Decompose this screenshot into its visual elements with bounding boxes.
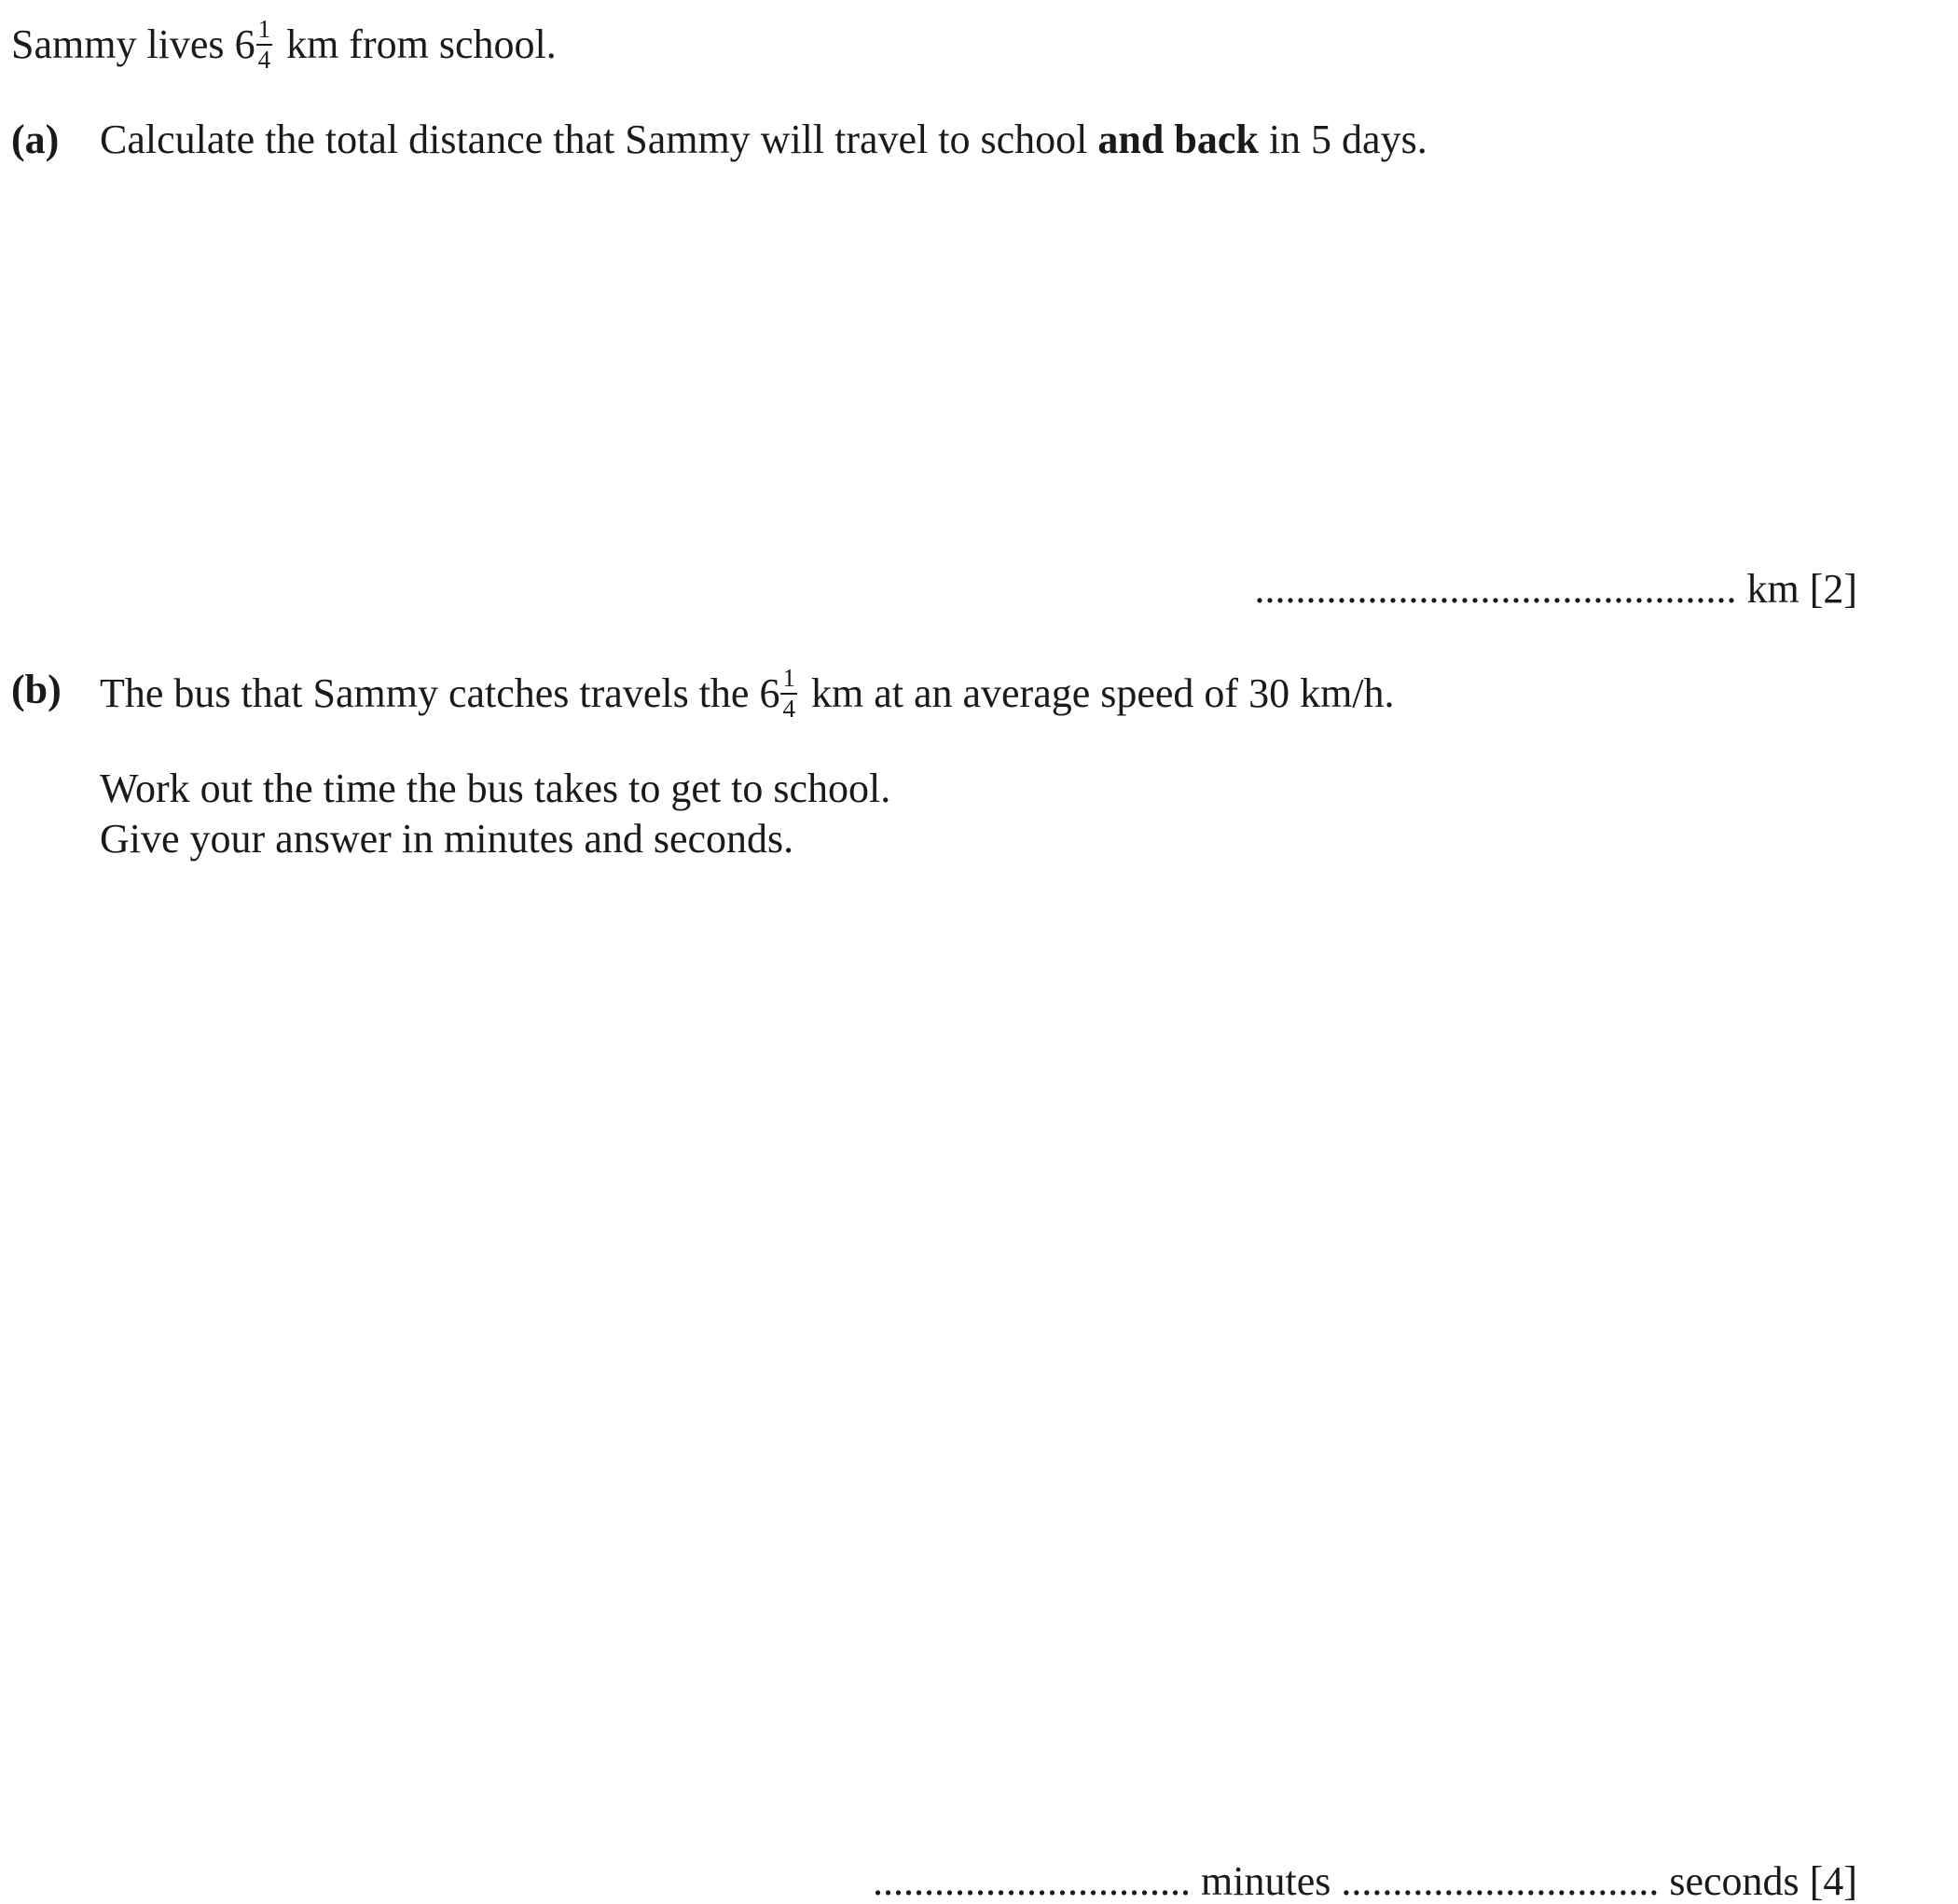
part-b-fraction: [780, 666, 797, 722]
part-a-label: (a): [11, 117, 60, 162]
part-b-seconds-unit: seconds: [1669, 1858, 1799, 1904]
part-a-marks: [2]: [1809, 566, 1857, 612]
intro-text-before: Sammy lives: [11, 21, 235, 68]
part-b-label: (b): [11, 667, 62, 712]
intro-fraction: [256, 17, 273, 73]
part-a-text-after: in 5 days.: [1258, 117, 1427, 162]
part-b-answer-line: [873, 1858, 1857, 1904]
part-a-answer-blank[interactable]: ...............................................: [1254, 566, 1737, 612]
intro-fraction-denominator: 4: [257, 46, 271, 74]
part-a-question: [100, 119, 1427, 160]
part-b-whole-number: 6: [759, 670, 780, 717]
intro-text-after: km from school.: [276, 21, 557, 68]
part-b-seconds-blank[interactable]: ...............................: [1341, 1858, 1660, 1904]
intro-statement: [11, 15, 557, 76]
part-a-answer-line: [1254, 566, 1857, 612]
part-b-instruction-2: Give your answer in minutes and seconds.: [100, 816, 794, 862]
intro-whole-number: 6: [234, 21, 255, 68]
part-b-marks: [4]: [1809, 1858, 1857, 1904]
part-b-fraction-numerator: 1: [780, 666, 797, 695]
part-b-minutes-unit: minutes: [1201, 1858, 1331, 1904]
part-a-text-before: Calculate the total distance that Sammy will travel to school: [100, 117, 1098, 162]
part-b-question: [100, 664, 1395, 725]
part-b-minutes-blank[interactable]: ...............................: [873, 1858, 1192, 1904]
part-b-text-after: km at an average speed of 30 km/h.: [800, 670, 1395, 717]
part-a-text-bold: and back: [1097, 117, 1259, 162]
intro-fraction-numerator: 1: [256, 17, 273, 46]
part-b-fraction-denominator: 4: [782, 695, 795, 723]
part-b-text-before: The bus that Sammy catches travels the: [100, 670, 760, 717]
part-b-instruction-1: Work out the time the bus takes to get to school.: [100, 766, 891, 811]
part-a-answer-unit: km: [1746, 566, 1799, 612]
